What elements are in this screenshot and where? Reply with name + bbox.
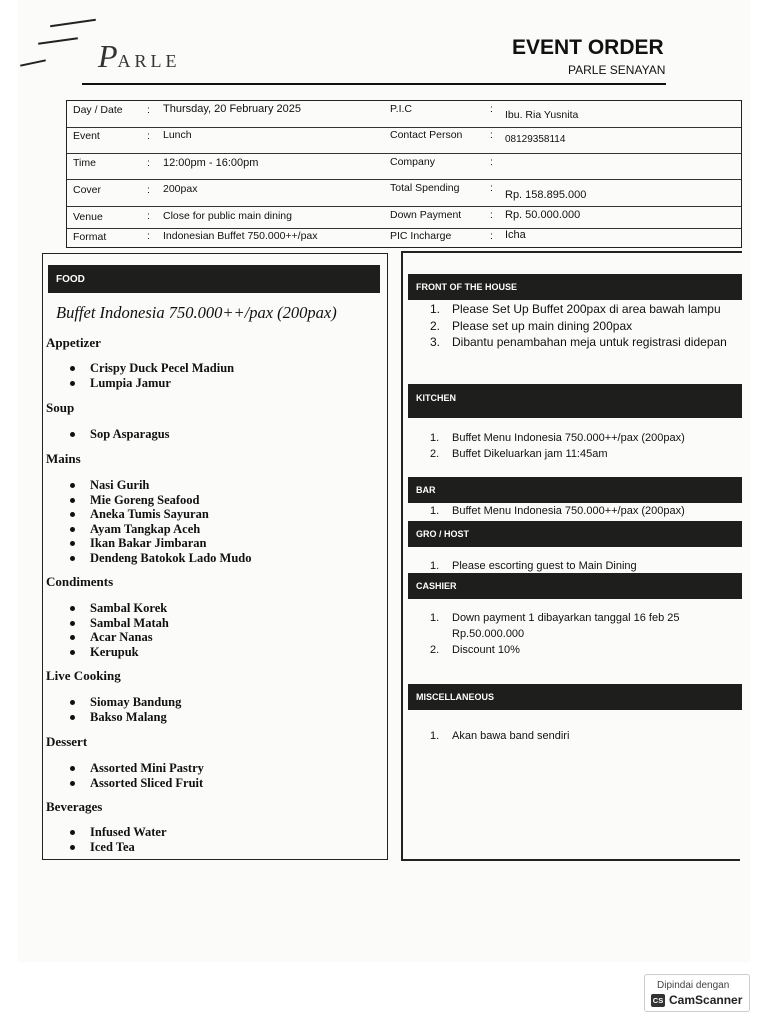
info-sep: : bbox=[147, 104, 150, 116]
list-number: 1. bbox=[430, 302, 441, 316]
menu-item: Infused Water bbox=[68, 825, 167, 840]
menu-item: Assorted Mini Pastry bbox=[68, 761, 204, 776]
menu-item: Siomay Bandung bbox=[68, 695, 181, 710]
menu-item: Crispy Duck Pecel Madiun bbox=[68, 361, 234, 376]
info-value: Ibu. Ria Yusnita bbox=[505, 109, 579, 121]
list-item bbox=[430, 301, 730, 318]
list-item bbox=[430, 318, 730, 335]
logo-initial: P bbox=[98, 38, 118, 74]
info-sep: : bbox=[490, 156, 493, 168]
menu-item: Mie Goreng Seafood bbox=[68, 493, 252, 508]
info-key: Total Spending bbox=[390, 182, 460, 194]
info-sep: : bbox=[147, 130, 150, 142]
list-text: Buffet Dikeluarkan jam 11:45am bbox=[452, 448, 608, 460]
info-row bbox=[67, 180, 741, 207]
info-key: Format bbox=[73, 231, 107, 243]
info-row bbox=[67, 128, 741, 154]
event-info-table bbox=[66, 100, 742, 248]
cashier-list bbox=[430, 610, 710, 658]
parle-logo bbox=[98, 38, 181, 75]
page-subtitle: PARLE SENAYAN bbox=[568, 63, 666, 77]
menu-list bbox=[68, 825, 167, 854]
info-row bbox=[67, 229, 741, 247]
bar-list bbox=[430, 503, 730, 519]
menu-item: Acar Nanas bbox=[68, 630, 169, 645]
miscellaneous-header: MISCELLANEOUS bbox=[408, 684, 742, 710]
menu-list bbox=[68, 761, 204, 790]
list-text: Please escorting guest to Main Dining bbox=[452, 560, 637, 572]
front-of-house-header: FRONT OF THE HOUSE bbox=[408, 274, 742, 300]
list-text: Discount 10% bbox=[452, 644, 520, 656]
info-value: 12:00pm - 16:00pm bbox=[163, 157, 259, 169]
list-item bbox=[430, 334, 730, 351]
list-text: Please set up main dining 200pax bbox=[452, 318, 633, 333]
camscanner-name: CamScanner bbox=[669, 993, 743, 1007]
menu-list bbox=[68, 695, 181, 724]
menu-item: Nasi Gurih bbox=[68, 478, 252, 493]
menu-list bbox=[68, 601, 169, 659]
info-sep: : bbox=[490, 103, 493, 115]
list-number: 2. bbox=[430, 318, 441, 333]
info-key: Day / Date bbox=[73, 104, 123, 116]
info-key: P.I.C bbox=[390, 103, 412, 115]
list-item bbox=[430, 642, 710, 658]
menu-item: Sop Asparagus bbox=[68, 427, 170, 442]
menu-section-title: Beverages bbox=[46, 799, 103, 814]
info-row bbox=[67, 154, 741, 180]
info-value: 200pax bbox=[163, 183, 198, 195]
menu-list bbox=[68, 478, 252, 565]
gro-host-list bbox=[430, 558, 730, 574]
menu-section-title: Condiments bbox=[46, 574, 114, 589]
info-row bbox=[67, 207, 741, 229]
info-value: Lunch bbox=[163, 129, 192, 141]
menu-item: Dendeng Batokok Lado Mudo bbox=[68, 551, 252, 566]
menu-item: Ikan Bakar Jimbaran bbox=[68, 536, 252, 551]
menu-item: Lumpia Jamur bbox=[68, 376, 234, 391]
list-item bbox=[430, 430, 730, 446]
menu-section-title: Soup bbox=[46, 400, 75, 415]
list-text: Dibantu penambahan meja untuk registrasi didepan bbox=[452, 335, 727, 349]
info-sep: : bbox=[147, 230, 150, 242]
kitchen-header: KITCHEN bbox=[408, 384, 742, 418]
cashier-header: CASHIER bbox=[408, 573, 742, 599]
panel-divider bbox=[401, 859, 740, 861]
list-text: Down payment 1 dibayarkan tanggal 16 feb 25 Rp.50.000.000 bbox=[452, 612, 680, 640]
menu-list bbox=[68, 361, 234, 390]
list-number: 1. bbox=[430, 505, 440, 517]
info-value: 08129358114 bbox=[505, 134, 566, 145]
bar-header: BAR bbox=[408, 477, 742, 503]
info-sep: : bbox=[490, 230, 493, 242]
camscanner-icon: CS bbox=[652, 996, 664, 1005]
list-item bbox=[430, 610, 710, 642]
menu-section-title: Dessert bbox=[46, 734, 88, 749]
list-number: 1. bbox=[430, 432, 440, 444]
info-sep: : bbox=[490, 209, 493, 221]
page-title: EVENT ORDER bbox=[512, 36, 664, 59]
menu-section-title: Live Cooking bbox=[46, 668, 121, 683]
list-item bbox=[430, 503, 730, 519]
menu-item: Sambal Matah bbox=[68, 616, 169, 631]
miscellaneous-list bbox=[430, 728, 730, 744]
menu-item: Ayam Tangkap Aceh bbox=[68, 522, 252, 537]
list-number: 1. bbox=[430, 730, 440, 742]
food-section-header: FOOD bbox=[48, 265, 380, 293]
list-number: 1. bbox=[430, 612, 440, 624]
info-value: Icha bbox=[505, 229, 526, 241]
menu-item: Assorted Sliced Fruit bbox=[68, 776, 204, 791]
kitchen-list bbox=[430, 430, 730, 462]
list-text: Akan bawa band sendiri bbox=[452, 730, 570, 742]
info-sep: : bbox=[147, 157, 150, 169]
info-sep: : bbox=[147, 210, 150, 222]
info-key: Venue bbox=[73, 211, 103, 223]
menu-section-title: Appetizer bbox=[46, 335, 101, 350]
list-number: 2. bbox=[430, 644, 440, 656]
info-key: PIC Incharge bbox=[390, 230, 452, 242]
menu-title: Buffet Indonesia 750.000++/pax (200pax) bbox=[56, 303, 337, 322]
list-number: 1. bbox=[430, 560, 440, 572]
info-value: Thursday, 20 February 2025 bbox=[163, 103, 301, 115]
header-divider bbox=[82, 83, 666, 85]
info-value: Rp. 158.895.000 bbox=[505, 189, 587, 201]
list-text: Buffet Menu Indonesia 750.000++/pax (200pax) bbox=[452, 505, 685, 517]
info-key: Event bbox=[73, 130, 100, 142]
info-key: Down Payment bbox=[390, 209, 462, 221]
info-key: Time bbox=[73, 157, 96, 169]
gro-host-header: GRO / HOST bbox=[408, 521, 742, 547]
list-number: 3. bbox=[430, 335, 441, 349]
panel-divider bbox=[401, 251, 742, 253]
list-item bbox=[430, 728, 730, 744]
info-sep: : bbox=[147, 184, 150, 196]
info-value: Indonesian Buffet 750.000++/pax bbox=[163, 230, 318, 242]
info-sep: : bbox=[490, 129, 493, 141]
info-key: Company bbox=[390, 156, 435, 168]
menu-item: Sambal Korek bbox=[68, 601, 169, 616]
menu-item: Bakso Malang bbox=[68, 710, 181, 725]
panel-divider bbox=[401, 251, 403, 860]
info-row bbox=[67, 101, 741, 128]
menu-item: Kerupuk bbox=[68, 645, 169, 660]
info-value: Rp. 50.000.000 bbox=[505, 209, 581, 221]
list-text: Please Set Up Buffet 200pax di area bawah lampu bbox=[452, 302, 721, 316]
menu-item: Iced Tea bbox=[68, 840, 167, 855]
camscanner-badge bbox=[644, 974, 750, 1012]
menu-item: Aneka Tumis Sayuran bbox=[68, 507, 252, 522]
info-value: Close for public main dining bbox=[163, 210, 292, 222]
info-key: Cover bbox=[73, 184, 102, 196]
list-item bbox=[430, 446, 730, 462]
menu-list bbox=[68, 427, 170, 442]
front-of-house-list bbox=[430, 301, 730, 351]
info-sep: : bbox=[490, 182, 493, 194]
camscanner-caption: Dipindai dengan bbox=[657, 980, 730, 991]
info-key: Contact Person bbox=[390, 129, 463, 141]
logo-rest: ARLE bbox=[117, 51, 181, 71]
list-text: Buffet Menu Indonesia 750.000++/pax (200pax) bbox=[452, 432, 685, 444]
menu-section-title: Mains bbox=[46, 451, 81, 466]
list-item bbox=[430, 558, 730, 574]
list-number: 2. bbox=[430, 448, 440, 460]
